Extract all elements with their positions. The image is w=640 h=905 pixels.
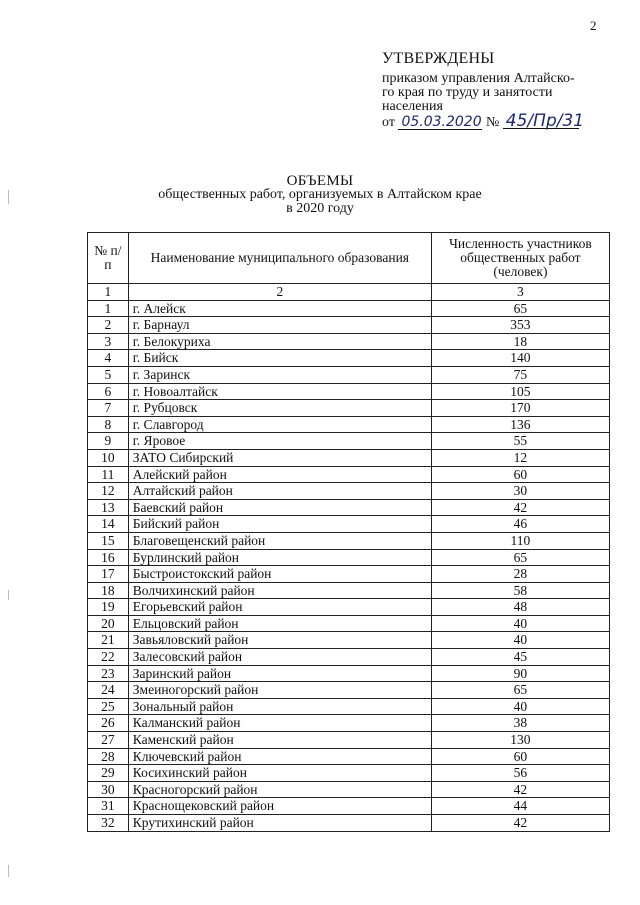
participant-count-cell: 18 bbox=[431, 333, 609, 350]
table-row bbox=[88, 682, 610, 699]
district-name-cell: ЗАТО Сибирский bbox=[128, 449, 431, 466]
participant-count-cell: 12 bbox=[431, 449, 609, 466]
participant-count-cell: 38 bbox=[431, 715, 609, 732]
document-year: в 2020 году bbox=[286, 201, 354, 216]
table-row bbox=[88, 350, 610, 367]
table-row bbox=[88, 781, 610, 798]
row-number-cell: 29 bbox=[88, 765, 129, 782]
row-number-cell: 12 bbox=[88, 483, 129, 500]
table-row bbox=[88, 400, 610, 417]
district-name-cell: г. Яровое bbox=[128, 433, 431, 450]
participant-count-cell: 45 bbox=[431, 649, 609, 666]
row-number-cell: 24 bbox=[88, 682, 129, 699]
participant-count-cell: 48 bbox=[431, 599, 609, 616]
district-name-cell: Быстроистокский район bbox=[128, 566, 431, 583]
column-index-row bbox=[88, 284, 610, 301]
district-name-cell: Змеиногорский район bbox=[128, 682, 431, 699]
district-name-cell: Волчихинский район bbox=[128, 582, 431, 599]
row-number-cell: 26 bbox=[88, 715, 129, 732]
table-row bbox=[88, 815, 610, 832]
table-header-row bbox=[88, 233, 610, 284]
table-row bbox=[88, 433, 610, 450]
district-name-cell: Благовещенский район bbox=[128, 532, 431, 549]
row-number-cell: 19 bbox=[88, 599, 129, 616]
scan-artifact bbox=[8, 590, 9, 600]
approval-title: УТВЕРЖДЕНЫ bbox=[382, 50, 495, 67]
district-name-cell: г. Рубцовск bbox=[128, 400, 431, 417]
participant-count-cell: 40 bbox=[431, 698, 609, 715]
table-row bbox=[88, 582, 610, 599]
participant-count-cell: 130 bbox=[431, 732, 609, 749]
participant-count-cell: 65 bbox=[431, 300, 609, 317]
district-name-cell: Егорьевский район bbox=[128, 599, 431, 616]
row-number-cell: 20 bbox=[88, 615, 129, 632]
header-name: Наименование муниципального образования bbox=[128, 233, 431, 284]
table-row bbox=[88, 383, 610, 400]
table-row bbox=[88, 615, 610, 632]
handwritten-number: 45/Пр/31 bbox=[503, 114, 579, 129]
district-name-cell: г. Новоалтайск bbox=[128, 383, 431, 400]
district-name-cell: Крутихинский район bbox=[128, 815, 431, 832]
district-name-cell: Зональный район bbox=[128, 698, 431, 715]
index-cell: 1 bbox=[88, 284, 129, 301]
participant-count-cell: 40 bbox=[431, 632, 609, 649]
table-row bbox=[88, 333, 610, 350]
table-row bbox=[88, 698, 610, 715]
district-name-cell: Бийский район bbox=[128, 516, 431, 533]
participant-count-cell: 75 bbox=[431, 366, 609, 383]
participant-count-cell: 58 bbox=[431, 582, 609, 599]
document-title: ОБЪЕМЫ bbox=[286, 173, 354, 189]
table-row bbox=[88, 416, 610, 433]
approval-line-3: населения bbox=[382, 99, 443, 114]
row-number-cell: 21 bbox=[88, 632, 129, 649]
participant-count-cell: 60 bbox=[431, 748, 609, 765]
participant-count-cell: 105 bbox=[431, 383, 609, 400]
row-number-cell: 31 bbox=[88, 798, 129, 815]
table-body bbox=[88, 284, 610, 832]
row-number-cell: 11 bbox=[88, 466, 129, 483]
participant-count-cell: 42 bbox=[431, 781, 609, 798]
row-number-cell: 7 bbox=[88, 400, 129, 417]
district-name-cell: Завьяловский район bbox=[128, 632, 431, 649]
table-row bbox=[88, 765, 610, 782]
district-name-cell: Краснощековский район bbox=[128, 798, 431, 815]
page-number: 2 bbox=[590, 18, 597, 33]
table-row bbox=[88, 566, 610, 583]
table-row bbox=[88, 549, 610, 566]
row-number-cell: 10 bbox=[88, 449, 129, 466]
row-number-cell: 23 bbox=[88, 665, 129, 682]
index-cell: 3 bbox=[431, 284, 609, 301]
index-cell: 2 bbox=[128, 284, 431, 301]
row-number-cell: 32 bbox=[88, 815, 129, 832]
header-count: Численность участников общественных работ (человек) bbox=[431, 233, 609, 284]
district-name-cell: Красногорский район bbox=[128, 781, 431, 798]
participant-count-cell: 44 bbox=[431, 798, 609, 815]
table-row bbox=[88, 748, 610, 765]
district-name-cell: Залесовский район bbox=[128, 649, 431, 666]
participant-count-cell: 65 bbox=[431, 682, 609, 699]
scan-artifact bbox=[8, 865, 9, 877]
participant-count-cell: 110 bbox=[431, 532, 609, 549]
district-name-cell: Калманский район bbox=[128, 715, 431, 732]
participant-count-cell: 353 bbox=[431, 317, 609, 334]
table-row bbox=[88, 466, 610, 483]
table-row bbox=[88, 665, 610, 682]
participant-count-cell: 28 bbox=[431, 566, 609, 583]
table-row bbox=[88, 300, 610, 317]
row-number-cell: 1 bbox=[88, 300, 129, 317]
table-row bbox=[88, 499, 610, 516]
row-number-cell: 8 bbox=[88, 416, 129, 433]
row-number-cell: 13 bbox=[88, 499, 129, 516]
table-row bbox=[88, 798, 610, 815]
row-number-cell: 30 bbox=[88, 781, 129, 798]
row-number-cell: 16 bbox=[88, 549, 129, 566]
district-name-cell: г. Белокуриха bbox=[128, 333, 431, 350]
row-number-cell: 17 bbox=[88, 566, 129, 583]
row-number-cell: 6 bbox=[88, 383, 129, 400]
table-row bbox=[88, 715, 610, 732]
row-number-cell: 15 bbox=[88, 532, 129, 549]
row-number-cell: 4 bbox=[88, 350, 129, 367]
district-name-cell: г. Барнаул bbox=[128, 317, 431, 334]
district-name-cell: Ельцовский район bbox=[128, 615, 431, 632]
district-name-cell: Алтайский район bbox=[128, 483, 431, 500]
participant-count-cell: 46 bbox=[431, 516, 609, 533]
district-name-cell: г. Алейск bbox=[128, 300, 431, 317]
table-row bbox=[88, 516, 610, 533]
header-num: № п/п bbox=[88, 233, 129, 284]
table-row bbox=[88, 732, 610, 749]
participant-count-cell: 90 bbox=[431, 665, 609, 682]
row-number-cell: 2 bbox=[88, 317, 129, 334]
approval-date-row bbox=[382, 111, 612, 131]
row-number-cell: 14 bbox=[88, 516, 129, 533]
scan-artifact bbox=[8, 190, 9, 204]
district-name-cell: Ключевский район bbox=[128, 748, 431, 765]
participant-count-cell: 55 bbox=[431, 433, 609, 450]
participant-count-cell: 140 bbox=[431, 350, 609, 367]
participant-count-cell: 65 bbox=[431, 549, 609, 566]
approval-stamp bbox=[382, 52, 612, 130]
table-row bbox=[88, 483, 610, 500]
district-name-cell: Каменский район bbox=[128, 732, 431, 749]
district-name-cell: Бурлинский район bbox=[128, 549, 431, 566]
table-row bbox=[88, 532, 610, 549]
district-name-cell: г. Славгород bbox=[128, 416, 431, 433]
table-row bbox=[88, 366, 610, 383]
row-number-cell: 27 bbox=[88, 732, 129, 749]
handwritten-date: 05.03.2020 bbox=[398, 115, 482, 130]
row-number-cell: 28 bbox=[88, 748, 129, 765]
participant-count-cell: 136 bbox=[431, 416, 609, 433]
participant-count-cell: 60 bbox=[431, 466, 609, 483]
table-row bbox=[88, 649, 610, 666]
participant-count-cell: 40 bbox=[431, 615, 609, 632]
number-prefix: № bbox=[485, 115, 500, 130]
participant-count-cell: 42 bbox=[431, 815, 609, 832]
participant-count-cell: 42 bbox=[431, 499, 609, 516]
table-row bbox=[88, 449, 610, 466]
row-number-cell: 18 bbox=[88, 582, 129, 599]
participant-count-cell: 56 bbox=[431, 765, 609, 782]
row-number-cell: 9 bbox=[88, 433, 129, 450]
approval-line-1: приказом управления Алтайско- bbox=[382, 71, 575, 86]
row-number-cell: 25 bbox=[88, 698, 129, 715]
district-name-cell: Заринский район bbox=[128, 665, 431, 682]
district-name-cell: Баевский район bbox=[128, 499, 431, 516]
row-number-cell: 3 bbox=[88, 333, 129, 350]
table-row bbox=[88, 632, 610, 649]
district-name-cell: Косихинский район bbox=[128, 765, 431, 782]
participant-count-cell: 170 bbox=[431, 400, 609, 417]
district-name-cell: г. Бийск bbox=[128, 350, 431, 367]
document-title-block bbox=[0, 174, 640, 216]
approval-line-2: го края по труду и занятости bbox=[382, 85, 553, 100]
table-row bbox=[88, 599, 610, 616]
document-subtitle: общественных работ, организуемых в Алтайском крае bbox=[158, 187, 482, 202]
table-row bbox=[88, 317, 610, 334]
volumes-table bbox=[87, 232, 610, 832]
district-name-cell: Алейский район bbox=[128, 466, 431, 483]
date-prefix: от bbox=[382, 115, 395, 130]
row-number-cell: 5 bbox=[88, 366, 129, 383]
participant-count-cell: 30 bbox=[431, 483, 609, 500]
row-number-cell: 22 bbox=[88, 649, 129, 666]
district-name-cell: г. Заринск bbox=[128, 366, 431, 383]
